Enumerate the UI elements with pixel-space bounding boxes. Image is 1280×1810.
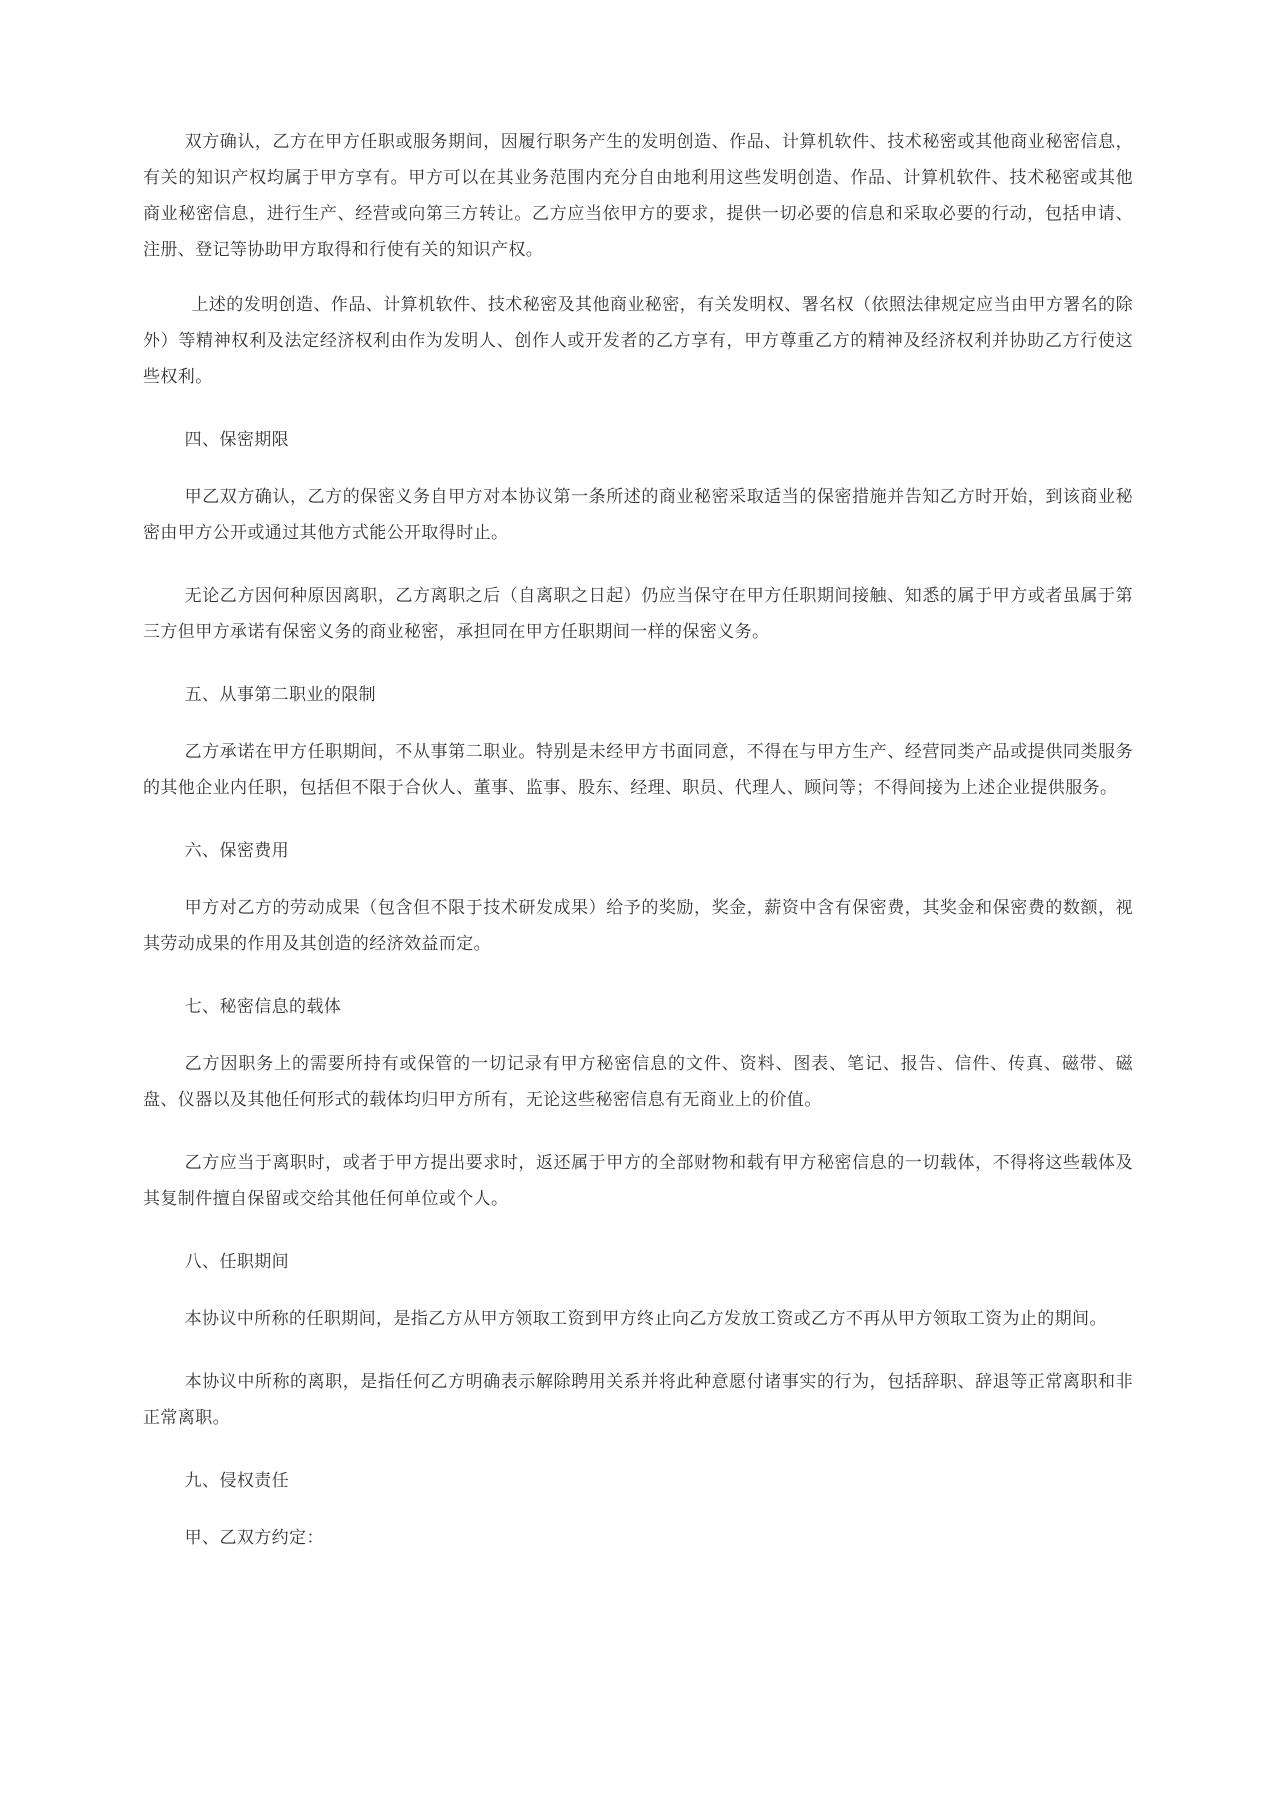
section-heading-infringement-liability: 九、侵权责任 [184,1471,290,1491]
section-heading-information-carriers: 七、秘密信息的载体 [184,997,342,1017]
paragraph-parties-agree: 甲、乙双方约定： [184,1528,324,1548]
paragraph-confidentiality-fee: 甲方对乙方的劳动成果（包含但不限于技术研发成果）给予的奖励，奖金，薪资中含有保密费，其奖金和保密费的数额，视其劳动成果的作用及其创造的经济效益而定。 [143,898,1133,954]
paragraph-employment-period-definition: 本协议中所称的任职期间，是指乙方从甲方领取工资到甲方终止向乙方发放工资或乙方不再从甲方领取工资为止的期间。 [184,1309,1107,1329]
section-heading-confidentiality-fee: 六、保密费用 [184,841,290,861]
paragraph-moral-rights: 上述的发明创造、作品、计算机软件、技术秘密及其他商业秘密，有关发明权、署名权（依照法律规定应当由甲方署名的除外）等精神权利及法定经济权利由作为发明人、创作人或开发者的乙方享有，甲方尊重乙方的精神及经济权利并协助乙方行使这些权利。 [143,295,1133,387]
paragraph-ip-ownership: 双方确认，乙方在甲方任职或服务期间，因履行职务产生的发明创造、作品、计算机软件、技术秘密或其他商业秘密信息，有关的知识产权均属于甲方享有。甲方可以在其业务范围内充分自由地利用这些发明创造、作品、计算机软件、技术秘密或其他商业秘密信息，进行生产、经营或向第三方转让。乙方应当依甲方的要求，提供一切必要的信息和采取必要的行动，包括申请、注册、登记等协助甲方取得和行使有关的知识产权。 [143,132,1133,260]
paragraph-confidentiality-start: 甲乙双方确认，乙方的保密义务自甲方对本协议第一条所述的商业秘密采取适当的保密措施并告知乙方时开始，到该商业秘密由甲方公开或通过其他方式能公开取得时止。 [143,487,1133,543]
section-heading-confidentiality-period: 四、保密期限 [184,430,290,450]
paragraph-departure-definition: 本协议中所称的离职，是指任何乙方明确表示解除聘用关系并将此种意愿付诸事实的行为，包括辞职、辞退等正常离职和非正常离职。 [143,1372,1133,1428]
paragraph-carriers-ownership: 乙方因职务上的需要所持有或保管的一切记录有甲方秘密信息的文件、资料、图表、笔记、报告、信件、传真、磁带、磁盘、仪器以及其他任何形式的载体均归甲方所有，无论这些秘密信息有无商业上的价值。 [143,1054,1133,1110]
paragraph-post-departure-obligation: 无论乙方因何种原因离职，乙方离职之后（自离职之日起）仍应当保守在甲方任职期间接触、知悉的属于甲方或者虽属于第三方但甲方承诺有保密义务的商业秘密，承担同在甲方任职期间一样的保密义务。 [143,586,1133,642]
document-page [143,124,1133,1583]
section-heading-employment-period: 八、任职期间 [184,1252,290,1272]
paragraph-no-second-job: 乙方承诺在甲方任职期间，不从事第二职业。特别是未经甲方书面同意，不得在与甲方生产、经营同类产品或提供同类服务的其他企业内任职，包括但不限于合伙人、董事、监事、股东、经理、职员、代理人、顾问等；不得间接为上述企业提供服务。 [143,742,1133,798]
paragraph-carriers-return: 乙方应当于离职时，或者于甲方提出要求时，返还属于甲方的全部财物和载有甲方秘密信息的一切载体，不得将这些载体及其复制件擅自保留或交给其他任何单位或个人。 [143,1153,1133,1209]
section-heading-second-job-restriction: 五、从事第二职业的限制 [184,685,377,705]
